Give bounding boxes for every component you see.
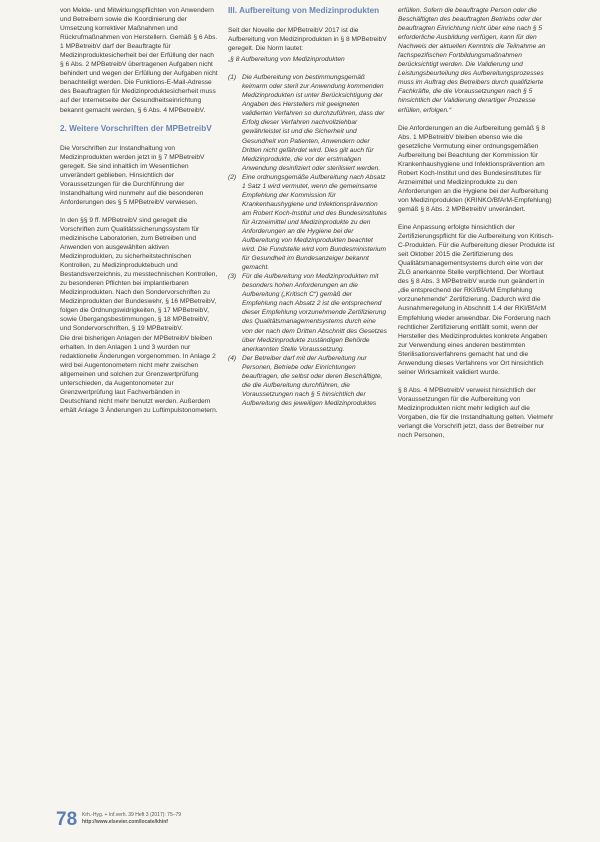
statute-list <box>228 73 388 408</box>
list-number: (1) <box>228 74 237 82</box>
quote-title: „§ 8 Aufbereitung von Medizinprodukten <box>228 56 345 64</box>
body-paragraph: von Melde- und Mitwirkungspflichten von Anwendern und Betreibern sowie die Koordinierung der Umsetzung korrektiver Maßnahmen und Rückrufmaßnahmen von Herstellern. Gemäß § 6 Abs. 1 MPBetreibV darf der Beauftragte für Medizinproduktesicherheit bei der Erfüllung der nach § 6 Abs. 2 MPBetreibV übertragenen Aufgaben nicht behindert und wegen der Erfüllung der Aufgaben nicht benachteiligt werden. Die Funktions-E-Mail-Adresse des Beauftragten für Medizinproduktesicherheit muss auf der Internetseite der Gesundheitseinrichtung bekannt gemacht werden, § 6 Abs. 4 MPBetreibV. <box>60 7 218 114</box>
body-paragraph: Eine Anpassung erfolgte hinsichtlich der Zertifizierungspflicht für die Aufbereitung von Kritisch-C-Produkten. Für die Aufbereitung dieser Produkte ist seit Oktober 2015 die Zertifizierung des Qualitätsmanagementsystems durch eine von der ZLG anerkannte Stelle verpflichtend. Der Wortlaut des § 8 Abs. 3 MPBetreibV wurde nun geändert in „die entsprechend der RKI/BfArM Empfehlung vorzunehmende“ Zertifizierung. Dadurch wird die Ausnahmeregelung in Abschnitt 1.4 der RKI/BfArM Empfehlung wieder anwendbar. Die Forderung nach rechtlicher Zertifizierung entfällt somit, wenn der Hersteller des Medizinproduktes konkrete Angaben zur Verwendung eines anderen bestimmten Sterilisationsverfahrens gemacht hat und die Anwendung dieses Verfahrens vor Ort hinsichtlich seiner Wirksamkeit validiert wurde. <box>398 224 555 376</box>
body-paragraph: Die drei bisherigen Anlagen der MPBetreibV bleiben erhalten. In den Anlagen 1 und 3 wurden nur redaktionelle Änderungen vorgenommen. In Anlage 2 wird bei Augentonometern nicht mehr zwischen allgemeinen und solchen zur Grenzwertprüfung unterschieden, da Augentonometer zur Grenzwertprüfung laut Fachverbänden in Deutschland nicht mehr benutzt werden. Außerdem erhält Anlage 3 Änderungen zu Luftimpulstonometern. <box>60 334 218 414</box>
list-text: Die Aufbereitung von bestimmungsgemäß keimarm oder steril zur Anwendung kommenden Medizinprodukten ist unter Berücksichtigung der Angaben des Herstellers mit geeigneten validierten Verfahren so durchzuführen, dass der Erfolg dieser Verfahren nachvollziehbar gewährleistet ist und die Sicherheit und Gesundheit von Patienten, Anwendern oder Dritten nicht gefährdet wird. Dies gilt auch für Medizinprodukte, die vor der erstmaligen Anwendung desinfiziert oder sterilisiert werden. <box>242 74 385 172</box>
list-text: Der Betreiber darf mit der Aufbereitung nur Personen, Betriebe oder Einrichtungen beauftragen, die selbst oder deren Beschäftigte, die die Aufbereitung durchführen, die Voraussetzungen nach § 5 hinsichtlich der Aufbereitung des jeweiligen Medizinproduktes <box>242 354 383 407</box>
footer <box>82 812 181 825</box>
right-column <box>398 6 556 758</box>
middle-column <box>228 6 388 758</box>
quote-continuation: erfüllen. Sofern die beauftragte Person oder die Beschäftigten des beauftragten Betriebs oder der beauftragten Einrichtung nicht über eine nach § 5 erforderliche Ausbildung verfügen, kann für den Nachweis der aktuellen Kenntnis die Teilnahme an fachspezifischen Fortbildungsmaßnahmen berücksichtigt werden. Die Validierung und Leistungsbeurteilung des Aufbereitungsprozesses muss im Auftrag des Betreibers durch qualifizierte Fachkräfte, die die Voraussetzungen nach § 5 hinsichtlich der Validierung derartiger Prozesse erfüllen, erfolgen.“ <box>398 7 546 114</box>
body-paragraph: Seit der Novelle der MPBetreibV 2017 ist die Aufbereitung von Medizinprodukten in § 8 MPBetreibV geregelt. Die Norm lautet: <box>228 27 387 53</box>
journal-url[interactable]: http://www.elsevier.com/locate/khinf <box>82 818 168 825</box>
section-heading: III. Aufbereitung von Medizinprodukten <box>228 6 380 15</box>
list-item <box>228 354 388 408</box>
body-paragraph: Die Vorschriften zur Instandhaltung von Medizinprodukten werden jetzt in § 7 MPBetreibV geregelt. Sie sind inhaltlich im Wesentlichen unverändert geblieben. Hinsichtlich der Voraussetzungen für die Durchführung der Instandhaltung wird nunmehr auf die besonderen Anforderungen des § 5 MPBetreibV verwiesen. <box>60 144 205 206</box>
left-column <box>60 6 218 756</box>
body-paragraph: In den §§ 9 ff. MPBetreibV sind geregelt die Vorschriften zum Qualitätssicherungssystem für medizinische Laboratorien, zum Betreiben und Anwenden von ausgewählten aktiven Medizinprodukten, zu sicherheitstechnischen Kontrollen, zu Medizinproduktebuch und Bestandsverzeichnis, zu messtechnischen Kontrollen, zu besonderen Pflichten bei implantierbaren Medizinprodukten. Nach den Sondervorschriften zu Medizinprodukten der Bundeswehr, § 16 MPBetreibV, folgen die Ordnungswidrigkeiten, § 17 MPBetreibV, sowie Übergangsbestimmungen, § 18 MPBetreibV, und Sondervorschriften, § 19 MPBetreibV. <box>60 216 218 333</box>
list-number: (2) <box>228 173 237 181</box>
section-heading: 2. Weitere Vorschriften der MPBetreibV <box>60 123 212 133</box>
list-number: (3) <box>228 273 237 281</box>
list-text: Eine ordnungsgemäße Aufbereitung nach Absatz 1 Satz 1 wird vermutet, wenn die gemeinsame Empfehlung der Kommission für Krankenhaushygiene und Infektionsprävention am Robert Koch-Institut und des Bundesinstitutes für Arzneimittel und Medizinprodukte zu den Anforderungen an die Hygiene bei der Aufbereitung von Medizinprodukten beachtet wird. Die Fundstelle wird vom Bundesministerium für Gesundheit im Bundesanzeiger bekannt gemacht. <box>242 173 387 272</box>
body-paragraph: Die Anforderungen an die Aufbereitung gemäß § 8 Abs. 1 MPBetreibV bleiben ebenso wie die gesetzliche Vermutung einer ordnungsgemäßen Aufbereitung bei Beachtung der Kommission für Krankenhaushygiene und Infektionsprävention am Robert Koch-Institut und des Bundesinstitutes für Arzneimittel und Medizinprodukte zu den Anforderungen an die Hygiene bei der Aufbereitung von Medizinprodukten (KRINKO/BfArM-Empfehlung) gemäß § 8 Abs. 2 MPBetreibV unverändert. <box>398 124 552 213</box>
list-item <box>228 173 388 273</box>
list-item <box>228 73 388 173</box>
list-item <box>228 272 388 353</box>
list-text: Für die Aufbereitung von Medizinprodukten mit besonders hohen Anforderungen an die Aufbereitung („Kritisch C“) gemäß der Empfehlung nach Absatz 2 ist die entsprechend dieser Empfehlung vorzunehmende Zertifizierung des Qualitätsmanagementsystems durch eine von der nach dem Dritten Abschnitt des Gesetzes über Medizinprodukte zuständigen Behörde anerkannten Stelle Voraussetzung. <box>242 273 387 353</box>
page-number: 78 <box>56 809 78 830</box>
journal-citation: Krh.-Hyg. + Inf.verh. 39 Heft 3 (2017): 75–79 <box>82 812 182 818</box>
list-number: (4) <box>228 354 237 362</box>
body-paragraph: § 8 Abs. 4 MPBetreibV verweist hinsichtlich der Voraussetzungen für die Aufbereitung von Medizinprodukten nicht mehr lediglich auf die Vorgaben, die für die Instandhaltung gelten. Vielmehr verlangt die Vorschrift jetzt, dass der Betreiber nur noch Personen, <box>398 386 554 440</box>
